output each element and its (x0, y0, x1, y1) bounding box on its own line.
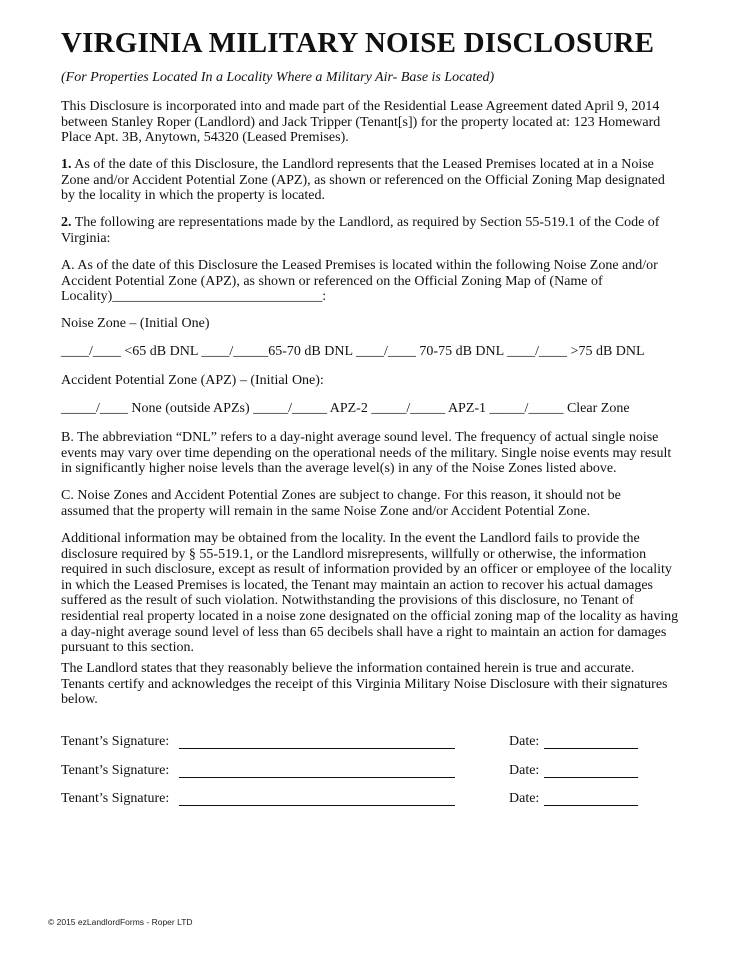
text-line: Tenants certify and acknowledges the receipt of this Virginia Military Noise Disclosure with their signatures (61, 676, 668, 692)
signature-row (61, 763, 661, 781)
text-line: Zone and/or Accident Potential Zone (APZ), as shown or referenced on the Official Zoning Map designated (61, 172, 665, 188)
document-title: VIRGINIA MILITARY NOISE DISCLOSURE (61, 27, 655, 59)
paragraph-a (61, 258, 695, 305)
text-line (61, 215, 695, 231)
text-line: This Disclosure is incorporated into and made part of the Residential Lease Agreement dated April 9, 2014 (61, 99, 660, 114)
section-1-paragraph (61, 157, 695, 204)
additional-information-paragraph (61, 531, 695, 656)
text-line: B. The abbreviation “DNL” refers to a day-night average sound level. The frequency of actual single noise (61, 430, 659, 445)
section-2-paragraph (61, 215, 695, 246)
text-line: required in such disclosure, except as result of information provided by an officer or employee of the locality (61, 562, 672, 578)
text-line: Virginia: (61, 230, 111, 246)
signature-label: Tenant’s Signature: (61, 763, 170, 778)
date-label: Date: (509, 734, 540, 749)
text-line (61, 157, 695, 173)
text-line: A. As of the date of this Disclosure the Leased Premises is located within the following Noise Zone and/or (61, 258, 658, 273)
text-line: events may vary over time depending on the operational needs of the military. Single noise events may result (61, 445, 672, 461)
signature-label: Tenant’s Signature: (61, 734, 170, 749)
intro-paragraph (61, 99, 695, 146)
text-line: a day-night average sound level of less than 65 decibels shall have a right to maintain an action for damages (61, 624, 667, 640)
text-line: by the locality in which the property is located. (61, 188, 325, 204)
apz-heading: Accident Potential Zone (APZ) – (Initial One): (61, 373, 324, 388)
signature-row (61, 734, 661, 752)
text-line: between Stanley Roper (Landlord) and Jack Tripper (Tenant[s]) for the property located at: 123 Homeward (61, 114, 661, 130)
signature-label: Tenant’s Signature: (61, 791, 170, 806)
date-field[interactable] (544, 748, 638, 749)
text-line: The Landlord states that they reasonably believe the information contained herein is true and accurate. (61, 661, 635, 676)
section-number: 2. (61, 215, 72, 230)
text-line: in which the Leased Premises is located, the Tenant may maintain an action to recover his actual damages (61, 577, 654, 593)
document-subtitle: (For Properties Located In a Locality Where a Military Air- Base is Located) (61, 70, 495, 85)
date-field[interactable] (544, 777, 638, 778)
date-label: Date: (509, 763, 540, 778)
text-line: assumed that the property will remain in the same Noise Zone and/or Accident Potential Zone. (61, 503, 591, 519)
signature-row (61, 791, 661, 809)
date-field[interactable] (544, 805, 638, 806)
signature-field[interactable] (179, 805, 455, 806)
paragraph-b (61, 430, 695, 477)
text-line: residential real property located in a noise zone designated on the official zoning map of the locality as having (61, 608, 679, 624)
text-line: in significantly higher noise levels than the average level(s) in any of the Noise Zones listed above. (61, 461, 617, 477)
text-line: disclosure required by § 55-519.1, or the Landlord misrepresents, willfully or otherwise, the information (61, 546, 647, 562)
text-line: Accident Potential Zone (APZ), as shown or referenced on the Official Zoning Map of (Name of (61, 273, 603, 289)
text-fragment: As of the date of this Disclosure, the Landlord represents that the Leased Premises located at in a Noise (71, 157, 654, 172)
text-line: Locality)______________________________: (61, 289, 327, 305)
noise-zone-initial-options[interactable]: ____/____ <65 dB DNL ____/_____65-70 dB DNL ____/____ 70-75 dB DNL ____/____ >75 dB DNL (61, 344, 645, 359)
apz-initial-options[interactable]: _____/____ None (outside APZs) _____/_____ APZ-2 _____/_____ APZ-1 _____/_____ Clear Zone (61, 401, 630, 416)
text-line: pursuant to this section. (61, 640, 194, 656)
text-line: Place Apt. 3B, Anytown, 54320 (Leased Premises). (61, 130, 349, 146)
text-line: below. (61, 692, 98, 708)
closing-paragraph (61, 661, 695, 708)
copyright-footer: © 2015 ezLandlordForms - Roper LTD (48, 917, 193, 927)
text-line: Additional information may be obtained from the locality. In the event the Landlord fails to provide the (61, 531, 640, 546)
noise-zone-heading: Noise Zone – (Initial One) (61, 316, 210, 331)
text-fragment: The following are representations made by the Landlord, as required by Section 55-519.1 of the Code of (71, 215, 660, 230)
text-line: C. Noise Zones and Accident Potential Zones are subject to change. For this reason, it should not be (61, 488, 621, 503)
signature-field[interactable] (179, 777, 455, 778)
signature-field[interactable] (179, 748, 455, 749)
section-number: 1. (61, 157, 72, 172)
text-line: suffered as the result of such violation. Notwithstanding the provisions of this disclosure, no Tenant of (61, 593, 634, 609)
paragraph-c (61, 488, 695, 519)
date-label: Date: (509, 791, 540, 806)
